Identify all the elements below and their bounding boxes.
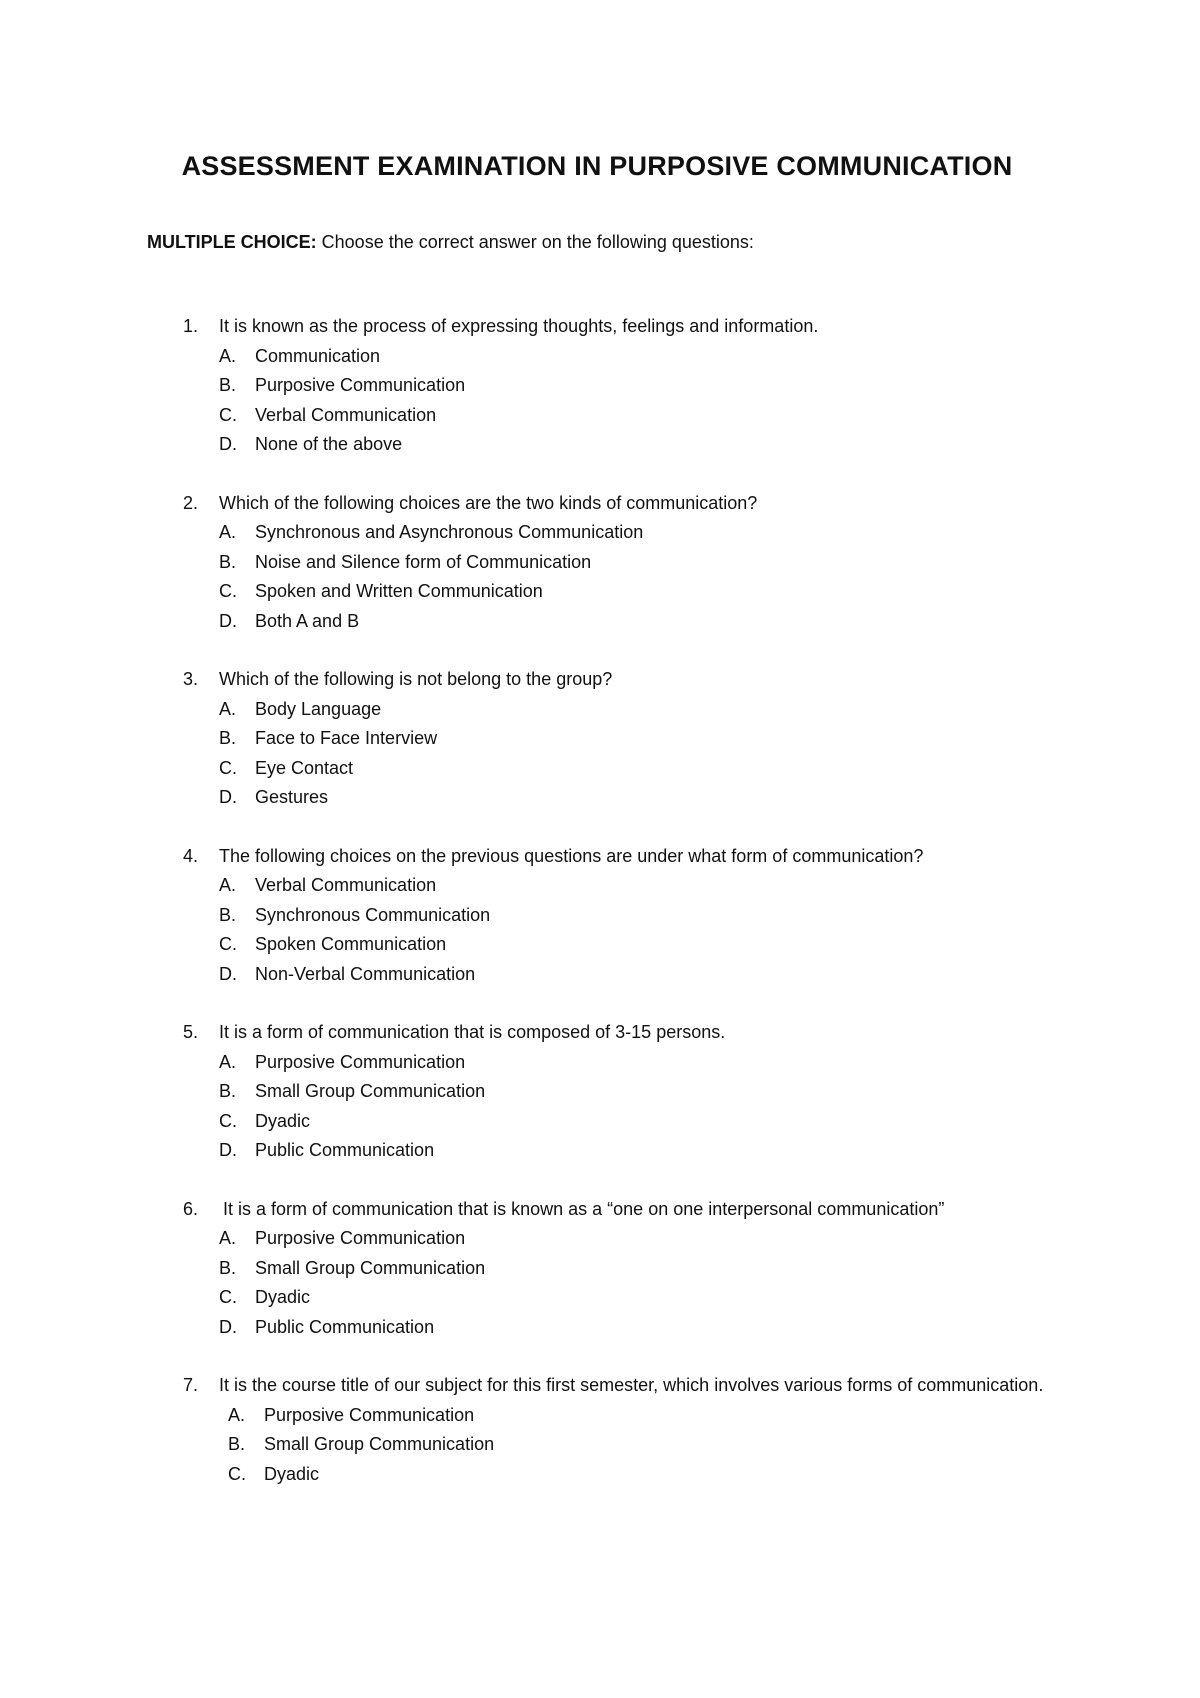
- instructions-lead: MULTIPLE CHOICE:: [147, 232, 317, 252]
- option-text: Dyadic: [264, 1463, 320, 1484]
- option-c: [219, 577, 1080, 607]
- option-letter: C.: [219, 404, 237, 425]
- question-5: [147, 1018, 1080, 1166]
- option-a: [219, 695, 1080, 725]
- option-d: [219, 1313, 1080, 1343]
- option-letter: C.: [219, 581, 237, 601]
- option-text: Public Communication: [255, 1316, 435, 1337]
- option-b: [219, 371, 1080, 401]
- question-7: [147, 1371, 1080, 1489]
- option-text: Small Group Communication: [255, 1081, 486, 1101]
- option-b: [219, 1254, 1080, 1284]
- option-b: [219, 724, 1080, 754]
- option-c: [219, 930, 1080, 960]
- option-letter: B.: [219, 728, 237, 748]
- option-c: [219, 1460, 1080, 1490]
- option-d: [219, 1136, 1080, 1166]
- option-c: [219, 754, 1080, 784]
- question-text: The following choices on the previous questions are under what form of communication?: [219, 845, 924, 866]
- option-d: [219, 783, 1080, 813]
- option-text: Noise and Silence form of Communication: [255, 551, 592, 572]
- option-text: Gestures: [255, 787, 329, 807]
- option-letter: B.: [219, 904, 237, 925]
- question-number: 4.: [183, 845, 199, 866]
- option-b: [219, 1077, 1080, 1107]
- option-letter: B.: [219, 375, 237, 395]
- option-text: Dyadic: [255, 1287, 311, 1307]
- option-letter: A.: [228, 1404, 246, 1425]
- option-letter: A.: [219, 698, 237, 719]
- option-a: [219, 871, 1080, 901]
- option-list: [219, 1224, 1080, 1342]
- option-letter: A.: [219, 1051, 237, 1072]
- option-list: [219, 342, 1080, 460]
- option-list: [219, 1401, 1080, 1490]
- option-c: [219, 401, 1080, 431]
- option-text: Eye Contact: [255, 757, 354, 778]
- option-letter: C.: [219, 1110, 237, 1131]
- option-c: [219, 1107, 1080, 1137]
- option-letter: A.: [219, 522, 237, 542]
- option-b: [219, 1430, 1080, 1460]
- option-text: Purposive Communication: [255, 1228, 466, 1248]
- document-title: ASSESSMENT EXAMINATION IN PURPOSIVE COMMUNICATION: [181, 151, 1013, 181]
- option-d: [219, 430, 1080, 460]
- option-list: [219, 518, 1080, 636]
- option-letter: B.: [219, 551, 237, 572]
- option-letter: D.: [219, 434, 237, 454]
- option-letter: D.: [219, 1316, 237, 1337]
- option-a: [219, 342, 1080, 372]
- option-list: [219, 1048, 1080, 1166]
- option-a: [219, 518, 1080, 548]
- question-2: [147, 489, 1080, 637]
- question-number: 6.: [183, 1198, 199, 1219]
- option-letter: B.: [219, 1257, 237, 1278]
- option-text: Verbal Communication: [255, 404, 437, 425]
- option-text: Purposive Communication: [255, 375, 466, 395]
- option-text: Spoken and Written Communication: [255, 581, 543, 601]
- question-number: 3.: [183, 669, 199, 689]
- question-6: [147, 1195, 1080, 1343]
- option-letter: B.: [219, 1081, 237, 1101]
- option-text: Synchronous and Asynchronous Communication: [255, 522, 644, 542]
- option-text: Dyadic: [255, 1110, 311, 1131]
- option-letter: D.: [219, 787, 237, 807]
- question-text: It is a form of communication that is known as a “one on one interpersonal communication”: [223, 1198, 945, 1219]
- option-letter: D.: [219, 610, 237, 631]
- option-a: [219, 1048, 1080, 1078]
- question-text: It is the course title of our subject for this first semester, which involves various forms of communication.: [219, 1375, 1044, 1395]
- question-text: Which of the following is not belong to the group?: [219, 669, 613, 689]
- question-text: It is known as the process of expressing thoughts, feelings and information.: [219, 316, 819, 336]
- option-d: [219, 607, 1080, 637]
- option-text: Synchronous Communication: [255, 904, 491, 925]
- question-1: [147, 312, 1080, 460]
- option-letter: A.: [219, 345, 237, 366]
- option-list: [219, 871, 1080, 989]
- option-text: Purposive Communication: [264, 1404, 475, 1425]
- option-letter: C.: [219, 934, 237, 954]
- instructions-text: Choose the correct answer on the following questions:: [316, 232, 754, 252]
- option-text: Public Communication: [255, 1140, 435, 1160]
- question-text: Which of the following choices are the two kinds of communication?: [219, 492, 758, 513]
- question-number: 5.: [183, 1022, 199, 1042]
- question-3: [147, 665, 1080, 813]
- option-text: Small Group Communication: [255, 1257, 486, 1278]
- option-text: Small Group Communication: [264, 1434, 495, 1454]
- question-number: 1.: [183, 316, 199, 336]
- option-b: [219, 548, 1080, 578]
- option-text: Purposive Communication: [255, 1051, 466, 1072]
- option-letter: B.: [228, 1434, 246, 1454]
- option-letter: A.: [219, 1228, 237, 1248]
- question-number: 2.: [183, 492, 199, 513]
- option-text: Non-Verbal Communication: [255, 963, 476, 984]
- option-text: Both A and B: [255, 610, 360, 631]
- option-letter: D.: [219, 963, 237, 984]
- question-number: 7.: [183, 1375, 199, 1395]
- option-text: Spoken Communication: [255, 934, 447, 954]
- option-text: Body Language: [255, 698, 382, 719]
- option-text: Face to Face Interview: [255, 728, 438, 748]
- option-letter: A.: [219, 875, 237, 895]
- option-letter: C.: [219, 1287, 237, 1307]
- option-a: [219, 1401, 1080, 1431]
- option-d: [219, 960, 1080, 990]
- instructions: [147, 230, 1080, 254]
- option-text: Verbal Communication: [255, 875, 437, 895]
- option-letter: D.: [219, 1140, 237, 1160]
- option-list: [219, 695, 1080, 813]
- option-b: [219, 901, 1080, 931]
- option-c: [219, 1283, 1080, 1313]
- option-letter: C.: [219, 757, 237, 778]
- question-4: [147, 842, 1080, 990]
- question-text: It is a form of communication that is composed of 3-15 persons.: [219, 1022, 726, 1042]
- option-text: Communication: [255, 345, 381, 366]
- question-list: [147, 312, 1080, 1489]
- option-text: None of the above: [255, 434, 403, 454]
- option-a: [219, 1224, 1080, 1254]
- option-letter: C.: [228, 1463, 246, 1484]
